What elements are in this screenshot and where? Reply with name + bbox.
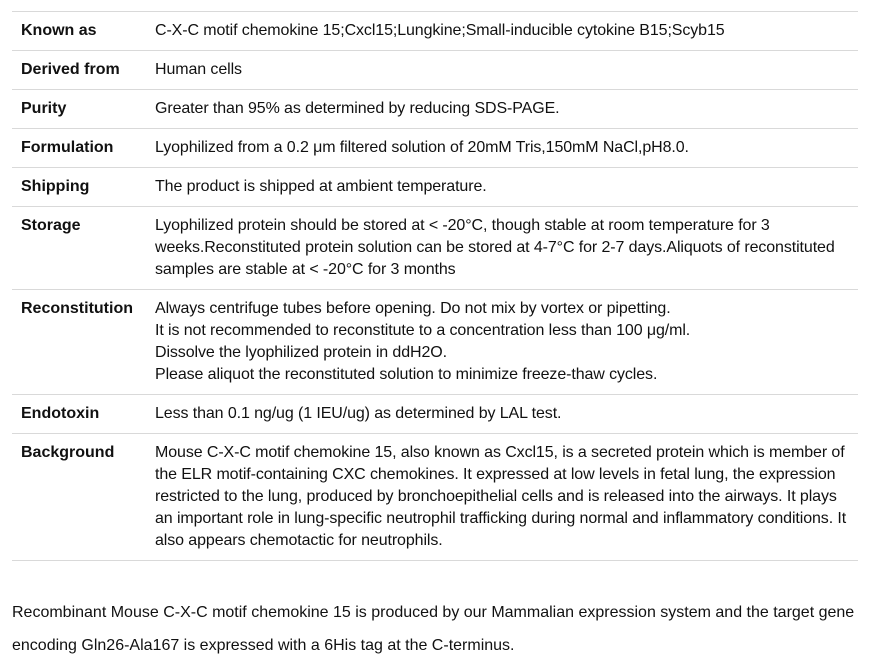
spec-label: Known as [12, 12, 155, 51]
spec-value: The product is shipped at ambient temperature. [155, 168, 858, 207]
spec-row-derived-from [12, 51, 858, 90]
spec-label: Background [12, 434, 155, 561]
spec-row-known-as [12, 12, 858, 51]
spec-row-endotoxin [12, 395, 858, 434]
spec-row-shipping [12, 168, 858, 207]
spec-label: Reconstitution [12, 290, 155, 395]
product-spec-table [12, 11, 858, 561]
spec-row-reconstitution [12, 290, 858, 395]
spec-label: Endotoxin [12, 395, 155, 434]
spec-value: Greater than 95% as determined by reducing SDS-PAGE. [155, 90, 858, 129]
spec-value: Human cells [155, 51, 858, 90]
spec-value: Lyophilized from a 0.2 μm filtered solution of 20mM Tris,150mM NaCl,pH8.0. [155, 129, 858, 168]
spec-row-background [12, 434, 858, 561]
spec-label: Purity [12, 90, 155, 129]
spec-value: Always centrifuge tubes before opening. Do not mix by vortex or pipetting. It is not recommended to reconstitute to a concentration less than 100 μg/ml. Dissolve the lyophilized protein in ddH2O. Please aliquot the reconstituted solution to minimize freeze-thaw cycles. [155, 290, 858, 395]
product-description: Recombinant Mouse C-X-C motif chemokine 15 is produced by our Mammalian expression system and the target gene encoding Gln26-Ala167 is expressed with a 6His tag at the C-terminus. [12, 604, 855, 654]
spec-label: Shipping [12, 168, 155, 207]
spec-row-purity [12, 90, 858, 129]
spec-row-storage [12, 207, 858, 290]
spec-row-formulation [12, 129, 858, 168]
spec-label: Storage [12, 207, 155, 290]
spec-label: Derived from [12, 51, 155, 90]
spec-value: Mouse C-X-C motif chemokine 15, also known as Cxcl15, is a secreted protein which is member of the ELR motif-containing CXC chemokines. It expressed at low levels in fetal lung, the expression restricted to the lung, produced by bronchoepithelial cells and is released into the airways. It plays an important role in lung-specific neutrophil trafficking during normal and inflammatory conditions. It also appears chemotactic for neutrophils. [155, 434, 858, 561]
spec-label: Formulation [12, 129, 155, 168]
spec-value: Less than 0.1 ng/ug (1 IEU/ug) as determined by LAL test. [155, 395, 858, 434]
spec-value: Lyophilized protein should be stored at < -20°C, though stable at room temperature for 3 weeks.Reconstituted protein solution can be stored at 4-7°C for 2-7 days.Aliquots of reconstituted samples are stable at < -20°C for 3 months [155, 207, 858, 290]
spec-value: C-X-C motif chemokine 15;Cxcl15;Lungkine;Small-inducible cytokine B15;Scyb15 [155, 12, 858, 51]
